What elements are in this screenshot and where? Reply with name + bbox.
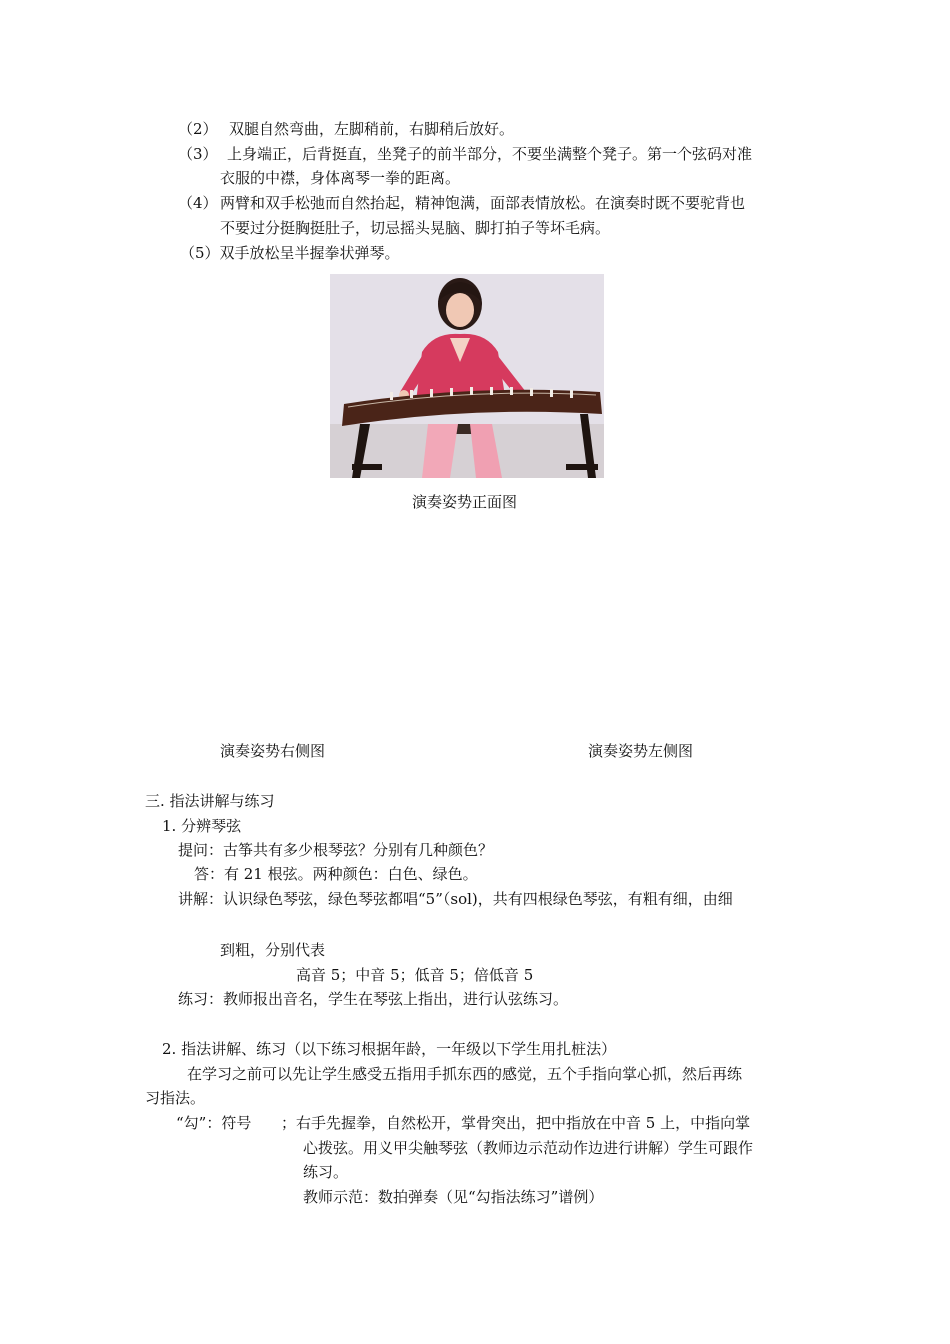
note-names: 高音 5；中音 5；低音 5；倍低音 5 [296, 966, 534, 984]
item-5-text: （5）双手放松呈半握拳状弹琴。 [180, 244, 400, 262]
item-3-number: （3） [178, 145, 218, 163]
item-4-number: （4） [178, 194, 218, 212]
right-side-caption: 演奏姿势右侧图 [220, 742, 326, 760]
intro-line2: 习指法。 [145, 1089, 206, 1107]
subsection-2-heading: 2. 指法讲解、练习（以下练习根据年龄，一年级以下学生用扎桩法） [162, 1040, 617, 1058]
item-4-text-line1: 两臂和双手松弛而自然抬起，精神饱满，面部表情放松。在演奏时既不要驼背也 [220, 194, 746, 212]
item-3-text-line1: 上身端正，后背挺直，坐凳子的前半部分，不要坐满整个凳子。第一个弦码对准 [227, 145, 753, 163]
subsection-1-heading: 1. 分辨琴弦 [162, 817, 242, 835]
gou-text-line1: ；右手先握拳，自然松开，掌骨突出，把中指放在中音 5 上，中指向掌 [281, 1114, 751, 1132]
explanation-line1: 讲解：认识绿色琴弦，绿色琴弦都唱“5”（sol)，共有四根绿色琴弦，有粗有细，由细 [178, 890, 733, 908]
section-3-heading: 三. 指法讲解与练习 [145, 792, 275, 810]
teacher-demo-text: 教师示范：数拍弹奏（见“勾指法练习”谱例） [303, 1188, 604, 1206]
item-4-text-line2: 不要过分挺胸挺肚子，切忌摇头晃脑、脚打拍子等坏毛病。 [220, 219, 611, 237]
gou-label: “勾”：符号 [176, 1114, 252, 1132]
intro-line1: 在学习之前可以先让学生感受五指用手抓东西的感觉，五个手指向掌心抓，然后再练 [187, 1065, 743, 1083]
gou-text-line3: 练习。 [303, 1163, 349, 1181]
item-2-number: （2） [178, 120, 218, 138]
answer-text: 答：有 21 根弦。两种颜色：白色、绿色。 [194, 865, 478, 883]
left-side-caption: 演奏姿势左侧图 [588, 742, 694, 760]
item-3-text-line2: 衣服的中襟，身体离琴一拳的距离。 [220, 169, 461, 187]
front-posture-photo [330, 274, 604, 478]
front-photo-caption: 演奏姿势正面图 [412, 493, 518, 511]
item-2-text: 双腿自然弯曲，左脚稍前，右脚稍后放好。 [229, 120, 515, 138]
gou-text-line2: 心拨弦。用义甲尖触琴弦（教师边示范动作边进行讲解）学生可跟作 [303, 1139, 754, 1157]
question-text: 提问：古筝共有多少根琴弦？分别有几种颜色？ [178, 841, 494, 859]
practice-text: 练习：教师报出音名，学生在琴弦上指出，进行认弦练习。 [178, 990, 569, 1008]
explanation-line2: 到粗，分别代表 [220, 941, 326, 959]
